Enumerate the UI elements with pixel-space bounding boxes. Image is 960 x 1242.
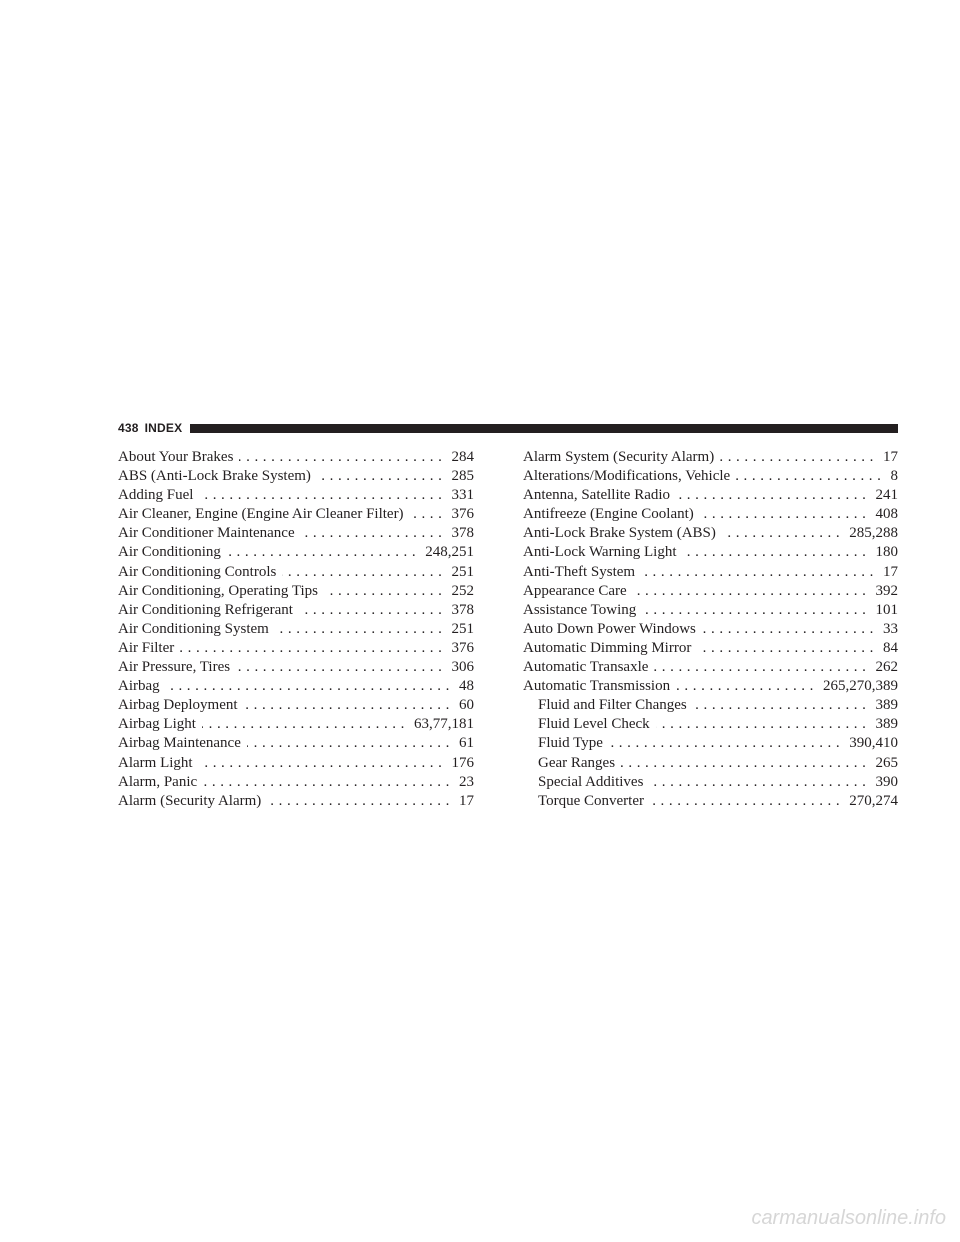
section-title: INDEX bbox=[144, 421, 183, 435]
index-entry bbox=[523, 524, 898, 543]
entry-term: Alterations/Modifications, Vehicle bbox=[523, 468, 731, 485]
entry-term: Antenna, Satellite Radio bbox=[523, 487, 671, 504]
entry-term: Torque Converter bbox=[538, 792, 644, 809]
index-subentry bbox=[523, 754, 898, 773]
index-entry bbox=[118, 677, 474, 696]
watermark: carmanualsonline.info bbox=[751, 1207, 946, 1229]
index-entry bbox=[118, 505, 474, 524]
dot-leader bbox=[656, 715, 871, 734]
dot-leader bbox=[166, 677, 454, 696]
entry-term: Airbag Deployment bbox=[118, 697, 238, 714]
entry-pages: 376 bbox=[451, 506, 474, 523]
dot-leader bbox=[676, 486, 870, 505]
entry-pages: 63,77,181 bbox=[414, 716, 474, 733]
entry-term: Airbag Light bbox=[118, 716, 196, 733]
entry-pages: 61 bbox=[459, 735, 474, 752]
dot-leader bbox=[324, 582, 446, 601]
entry-term: Gear Ranges bbox=[538, 754, 616, 771]
dot-leader bbox=[180, 639, 446, 658]
index-entry bbox=[118, 543, 474, 562]
dot-leader bbox=[199, 486, 446, 505]
index-entry bbox=[118, 734, 474, 753]
index-entry bbox=[523, 582, 898, 601]
entry-pages: 331 bbox=[451, 487, 474, 504]
entry-term: Alarm, Panic bbox=[118, 773, 198, 790]
entry-pages: 390 bbox=[875, 773, 898, 790]
dot-leader bbox=[633, 582, 871, 601]
entry-pages: 285 bbox=[451, 468, 474, 485]
entry-term: Air Pressure, Tires bbox=[118, 659, 231, 676]
entry-term: Adding Fuel bbox=[118, 487, 194, 504]
index-entry bbox=[523, 677, 898, 696]
dot-leader bbox=[702, 620, 878, 639]
entry-term: Airbag Maintenance bbox=[118, 735, 241, 752]
entry-term: Fluid Type bbox=[538, 735, 603, 752]
index-entry bbox=[118, 563, 474, 582]
entry-pages: 390,410 bbox=[849, 735, 898, 752]
entry-term: ABS (Anti-Lock Brake System) bbox=[118, 468, 311, 485]
entry-term: Air Conditioning Controls bbox=[118, 563, 277, 580]
index-column-right bbox=[523, 448, 898, 811]
index-entry bbox=[118, 792, 474, 811]
dot-leader bbox=[299, 601, 447, 620]
entry-term: Air Conditioner Maintenance bbox=[118, 525, 295, 542]
entry-term: Air Conditioning, Operating Tips bbox=[118, 582, 319, 599]
entry-pages: 17 bbox=[883, 563, 898, 580]
index-entry bbox=[523, 467, 898, 486]
index-entry bbox=[523, 601, 898, 620]
entry-term: Air Conditioning System bbox=[118, 620, 269, 637]
dot-leader bbox=[650, 792, 844, 811]
index-entry bbox=[118, 773, 474, 792]
entry-term: Airbag bbox=[118, 678, 160, 695]
entry-term: Automatic Dimming Mirror bbox=[523, 639, 692, 656]
index-entry bbox=[523, 505, 898, 524]
dot-leader bbox=[282, 563, 446, 582]
entry-pages: 33 bbox=[883, 620, 898, 637]
dot-leader bbox=[236, 658, 446, 677]
entry-pages: 251 bbox=[451, 563, 474, 580]
dot-leader bbox=[239, 448, 446, 467]
dot-leader bbox=[683, 543, 871, 562]
index-entry bbox=[118, 582, 474, 601]
entry-pages: 60 bbox=[459, 697, 474, 714]
page-number: 438 bbox=[118, 421, 139, 435]
entry-pages: 265 bbox=[875, 754, 898, 771]
entry-term: Automatic Transaxle bbox=[523, 659, 649, 676]
entry-pages: 376 bbox=[451, 639, 474, 656]
entry-pages: 248,251 bbox=[425, 544, 474, 561]
index-entry bbox=[118, 448, 474, 467]
entry-pages: 265,270,389 bbox=[823, 678, 898, 695]
index-subentry bbox=[523, 734, 898, 753]
index-subentry bbox=[523, 773, 898, 792]
entry-pages: 285,288 bbox=[849, 525, 898, 542]
entry-term: Anti-Lock Warning Light bbox=[523, 544, 677, 561]
index-entry bbox=[523, 448, 898, 467]
index-entry bbox=[118, 754, 474, 773]
dot-leader bbox=[410, 505, 447, 524]
dot-leader bbox=[275, 620, 447, 639]
dot-leader bbox=[700, 505, 871, 524]
dot-leader bbox=[697, 639, 878, 658]
index-column-left bbox=[118, 448, 474, 811]
index-entry bbox=[523, 543, 898, 562]
dot-leader bbox=[736, 467, 885, 486]
entry-pages: 23 bbox=[459, 773, 474, 790]
dot-leader bbox=[654, 658, 870, 677]
entry-pages: 180 bbox=[875, 544, 898, 561]
dot-leader bbox=[267, 792, 454, 811]
index-subentry bbox=[523, 715, 898, 734]
entry-pages: 378 bbox=[451, 525, 474, 542]
index-subentry bbox=[523, 792, 898, 811]
entry-pages: 17 bbox=[459, 792, 474, 809]
entry-term: Air Conditioning Refrigerant bbox=[118, 601, 293, 618]
index-entry bbox=[118, 486, 474, 505]
index-entry bbox=[118, 601, 474, 620]
index-entry bbox=[523, 563, 898, 582]
dot-leader bbox=[609, 734, 844, 753]
dot-leader bbox=[227, 543, 420, 562]
entry-pages: 306 bbox=[451, 659, 474, 676]
dot-leader bbox=[676, 677, 818, 696]
dot-leader bbox=[720, 448, 878, 467]
index-entry bbox=[118, 620, 474, 639]
entry-pages: 270,274 bbox=[849, 792, 898, 809]
index-entry bbox=[118, 524, 474, 543]
entry-pages: 262 bbox=[875, 659, 898, 676]
entry-pages: 8 bbox=[890, 468, 898, 485]
dot-leader bbox=[621, 754, 870, 773]
dot-leader bbox=[199, 754, 447, 773]
entry-pages: 241 bbox=[875, 487, 898, 504]
dot-leader bbox=[301, 524, 447, 543]
entry-term: Alarm System (Security Alarm) bbox=[523, 449, 715, 465]
entry-term: Special Additives bbox=[538, 773, 644, 790]
dot-leader bbox=[244, 696, 454, 715]
entry-pages: 389 bbox=[875, 716, 898, 733]
entry-term: Anti-Lock Brake System (ABS) bbox=[523, 525, 716, 542]
entry-term: Alarm (Security Alarm) bbox=[118, 792, 262, 809]
entry-pages: 251 bbox=[451, 620, 474, 637]
entry-term: Air Conditioning bbox=[118, 544, 221, 561]
dot-leader bbox=[693, 696, 871, 715]
entry-pages: 252 bbox=[451, 582, 474, 599]
dot-leader bbox=[641, 563, 878, 582]
entry-pages: 176 bbox=[451, 754, 474, 771]
dot-leader bbox=[642, 601, 870, 620]
dot-leader bbox=[203, 773, 454, 792]
entry-term: Antifreeze (Engine Coolant) bbox=[523, 506, 694, 523]
index-entry bbox=[523, 620, 898, 639]
entry-pages: 101 bbox=[875, 601, 898, 618]
index-entry bbox=[118, 696, 474, 715]
entry-pages: 392 bbox=[875, 582, 898, 599]
dot-leader bbox=[247, 734, 454, 753]
index-entry bbox=[523, 486, 898, 505]
entry-pages: 408 bbox=[875, 506, 898, 523]
entry-term: Air Cleaner, Engine (Engine Air Cleaner Filter) bbox=[118, 506, 404, 523]
dot-leader bbox=[649, 773, 870, 792]
dot-leader bbox=[317, 467, 447, 486]
index-entry bbox=[523, 639, 898, 658]
entry-pages: 378 bbox=[451, 601, 474, 618]
entry-term: Anti-Theft System bbox=[523, 563, 636, 580]
index-entry bbox=[523, 658, 898, 677]
index-entry bbox=[118, 715, 474, 734]
entry-term: Fluid and Filter Changes bbox=[538, 697, 687, 714]
entry-pages: 17 bbox=[883, 449, 898, 465]
entry-term: Appearance Care bbox=[523, 582, 627, 599]
entry-term: Alarm Light bbox=[118, 754, 193, 771]
entry-term: Fluid Level Check bbox=[538, 716, 650, 733]
dot-leader bbox=[202, 715, 409, 734]
entry-term: Automatic Transmission bbox=[523, 678, 671, 695]
entry-term: About Your Brakes bbox=[118, 449, 234, 465]
page-header bbox=[118, 418, 898, 438]
entry-pages: 48 bbox=[459, 678, 474, 695]
entry-pages: 389 bbox=[875, 697, 898, 714]
entry-term: Assistance Towing bbox=[523, 601, 637, 618]
header-rule bbox=[190, 424, 898, 433]
entry-term: Air Filter bbox=[118, 639, 175, 656]
dot-leader bbox=[722, 524, 844, 543]
index-entry bbox=[118, 658, 474, 677]
index-entry bbox=[118, 639, 474, 658]
entry-pages: 284 bbox=[451, 449, 474, 465]
index-entry bbox=[118, 467, 474, 486]
entry-term: Auto Down Power Windows bbox=[523, 620, 696, 637]
entry-pages: 84 bbox=[883, 639, 898, 656]
index-subentry bbox=[523, 696, 898, 715]
